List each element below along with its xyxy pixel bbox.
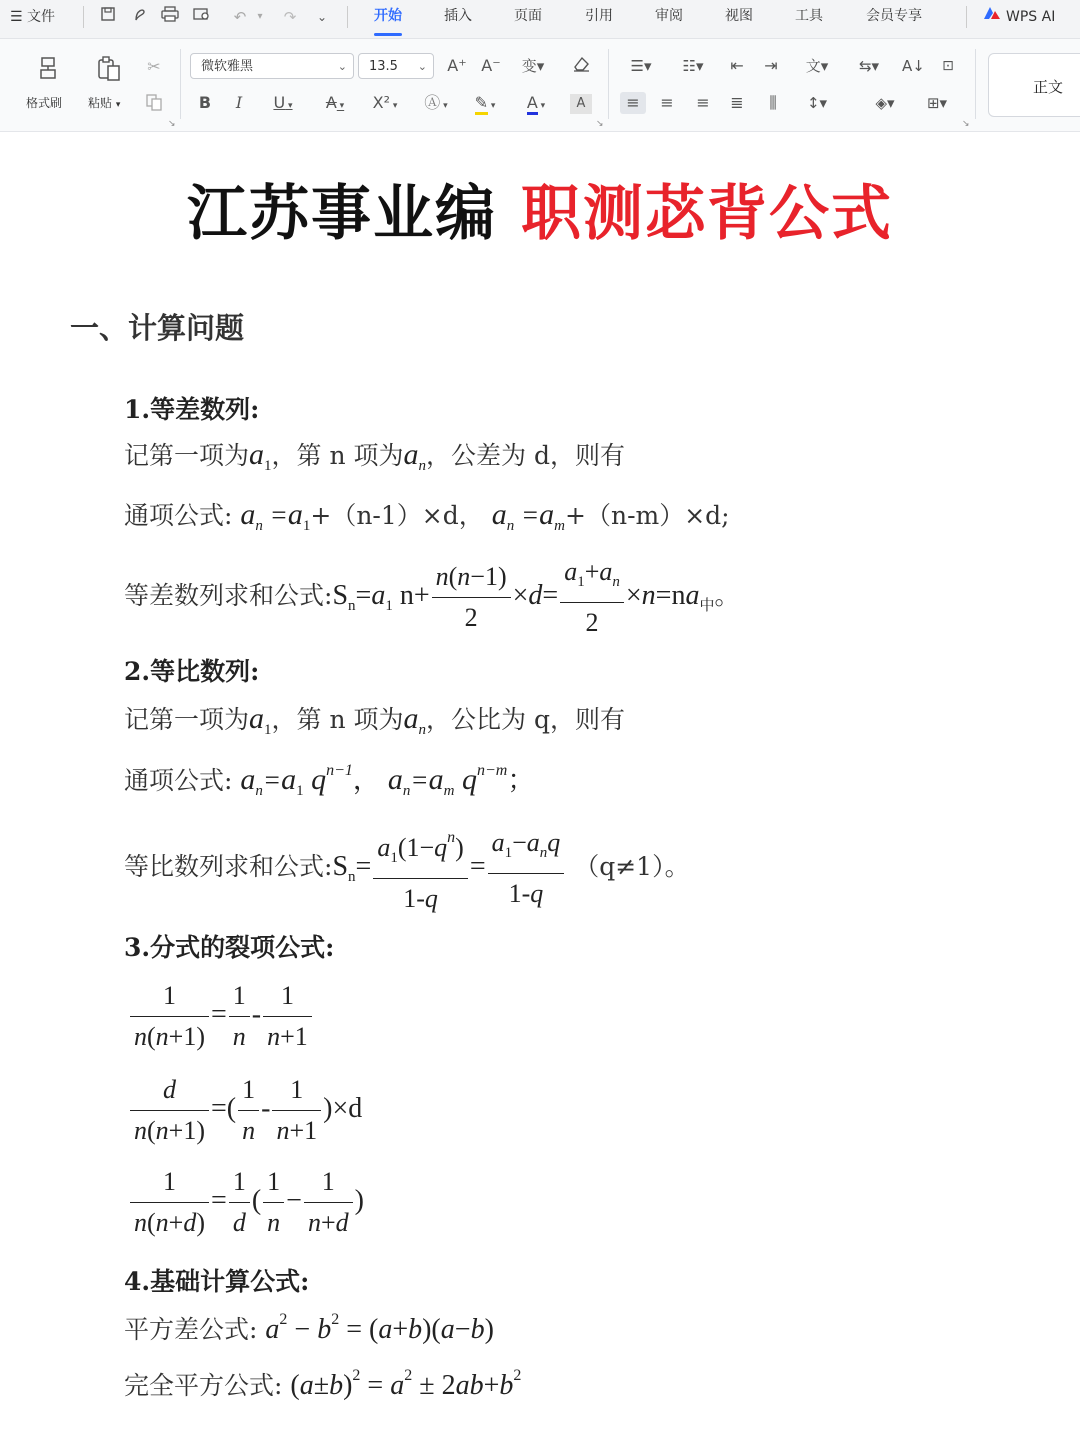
chevron-down-icon: ▾: [440, 101, 448, 111]
document-title: [0, 176, 1080, 252]
split-formula-2: $\frac{d}{n(n+1)}$ =( $\frac{1}{n}$ - $\frac{1}{n+1}$ )×d: [128, 1070, 362, 1151]
perfect-square-line: [124, 1366, 521, 1402]
chevron-down-icon: ▾: [336, 101, 345, 111]
section-heading: 一、计算问题: [70, 311, 245, 345]
highlight-button[interactable]: [466, 92, 504, 117]
label: 通项公式:: [124, 766, 233, 795]
file-menu-label: 文件: [27, 9, 56, 25]
arith-sum-line: [124, 552, 740, 643]
align-center-button[interactable]: ≡: [660, 93, 674, 112]
bullet-list-icon[interactable]: ☰▾: [630, 57, 652, 75]
formula: $a^2 - b^2 = (a+b)(a-b)$: [265, 1311, 494, 1345]
font-size-value: 13.5: [369, 59, 398, 74]
char-shading-button[interactable]: A: [570, 94, 592, 114]
label: 完全平方公式:: [124, 1371, 283, 1400]
align-right-button[interactable]: ≡: [696, 93, 710, 112]
font-size-select[interactable]: [358, 53, 434, 79]
label: 平方差公式:: [124, 1315, 258, 1344]
subsection-heading-3: 3.分式的裂项公式:: [124, 933, 335, 962]
text-direction-icon[interactable]: ⇆▾: [858, 57, 880, 75]
sort-icon[interactable]: A↓: [902, 57, 925, 75]
formula: $a_n =a_1$: [240, 498, 311, 534]
chevron-down-icon: ⌄: [417, 60, 427, 73]
subsection-heading-4: 4.基础计算公式:: [124, 1267, 310, 1296]
title-black-text: 江苏事业编: [187, 179, 497, 249]
superscript-button[interactable]: [366, 92, 404, 117]
save-icon[interactable]: [96, 5, 120, 29]
tab-insert[interactable]: 插入: [444, 8, 472, 24]
paste-text: 粘贴: [88, 96, 113, 110]
split-formula-1: $\frac{1}{n(n+1)}$ = $\frac{1}{n}$ - $\frac{1}{n+1}$: [128, 976, 314, 1057]
text: ，公比为 q，则有: [426, 705, 625, 734]
formula: $a_n =a_m$: [491, 498, 566, 534]
tab-home[interactable]: 开始: [374, 0, 402, 36]
text-effect-button[interactable]: [418, 92, 454, 117]
file-menu[interactable]: [10, 0, 55, 38]
condition-note: （q≠1）。: [574, 851, 690, 881]
text: ，第 n 项为: [271, 441, 404, 470]
formula: $S_n=a_1$ n+ $\frac{n(n-1)}{2}$ ×d= $\frac{a_1+a_n}{2}$ $\times n=na_中$: [332, 580, 714, 611]
underline-button[interactable]: [266, 92, 300, 117]
formula: $a_1$: [249, 438, 272, 474]
formula: $a_n$: [403, 438, 427, 474]
strikethrough-label: A: [325, 93, 337, 112]
divider: [966, 6, 967, 28]
dialog-launcher-icon[interactable]: ↘: [596, 119, 604, 129]
arith-general-term-line: [124, 496, 730, 535]
line-spacing-icon[interactable]: ↕▾: [806, 94, 828, 112]
export-pdf-icon[interactable]: [128, 5, 152, 29]
text: 记第一项为: [124, 705, 250, 734]
more-icon[interactable]: ⌄: [316, 10, 328, 24]
underline-label: U: [273, 93, 286, 112]
distribute-button[interactable]: ⫼: [769, 93, 777, 112]
chevron-down-icon: ▾: [389, 101, 398, 111]
split-formula-3: $\frac{1}{n(n+d)}$ = $\frac{1}{d}$ ( $\frac{1}{n}$ − $\frac{1}{n+d}$ ): [128, 1162, 364, 1243]
undo-dropdown-icon[interactable]: ▾: [257, 11, 263, 22]
text-effect-icon: Ⓐ: [424, 93, 441, 112]
align-left-button[interactable]: ≡: [620, 92, 646, 114]
text: ，第 n 项为: [271, 705, 404, 734]
period: 。: [714, 580, 740, 610]
print-icon[interactable]: [158, 5, 182, 29]
font-color-button[interactable]: [518, 92, 554, 117]
phonetic-guide-icon[interactable]: 变▾: [521, 57, 545, 75]
ribbon-toolbar: [0, 39, 1080, 132]
grow-font-icon[interactable]: A⁺: [447, 56, 467, 75]
paste-label[interactable]: [88, 94, 120, 111]
text: +（n-m）×d;: [565, 501, 730, 530]
formula: $a_n$: [403, 702, 427, 738]
geo-general-term-line: 通项公式: $a_n=a_1$ $q^{n-1}$， $a_n=a_m$ $q^{n-m}$；: [124, 762, 535, 799]
copy-icon[interactable]: [142, 93, 166, 117]
justify-button[interactable]: ≣: [730, 93, 744, 112]
increase-indent-icon[interactable]: ⇥: [764, 56, 778, 75]
format-painter-icon[interactable]: [34, 55, 62, 87]
wps-ai-button[interactable]: [982, 0, 1055, 38]
bold-button[interactable]: B: [198, 93, 212, 112]
undo-icon[interactable]: ↶: [233, 8, 247, 26]
border-icon[interactable]: ⊞▾: [926, 94, 948, 112]
subsection-heading-2: 2.等比数列:: [124, 657, 260, 686]
superscript-label: X²: [372, 93, 390, 112]
title-red-text: 职测苾背公式: [521, 179, 893, 249]
tab-review[interactable]: 审阅: [655, 8, 683, 24]
highlighter-icon: ✎: [475, 93, 488, 115]
decrease-indent-icon[interactable]: ⇤: [730, 56, 744, 75]
text: 记第一项为: [124, 441, 250, 470]
chevron-down-icon: ▾: [488, 101, 496, 111]
paste-icon[interactable]: [94, 55, 124, 89]
chevron-down-icon: ▾: [115, 100, 121, 110]
wps-ai-label: WPS AI: [1006, 9, 1056, 25]
label: 等差数列求和公式:: [124, 580, 333, 610]
formula: $(a\pm b)^2 = a^2 \pm 2ab+b^2$: [290, 1367, 522, 1401]
font-name-value: 微软雅黑: [201, 59, 254, 74]
shading-icon[interactable]: ◈▾: [875, 94, 895, 112]
shrink-font-icon[interactable]: A⁻: [481, 56, 501, 75]
divider: [975, 49, 976, 119]
geo-sum-line: [124, 818, 690, 919]
chevron-down-icon: ⌄: [337, 60, 347, 73]
label: 等比数列求和公式:: [124, 851, 333, 881]
wps-ai-icon: [982, 0, 1002, 34]
divider: [180, 49, 181, 119]
clear-format-icon[interactable]: [568, 55, 594, 79]
chevron-down-icon: ▾: [285, 101, 293, 111]
arith-definition-line: [124, 436, 625, 475]
dialog-launcher-icon[interactable]: ↘: [168, 119, 176, 129]
style-normal-label: 正文: [1033, 78, 1064, 96]
label: 通项公式:: [124, 501, 233, 530]
text: +（n-1）×d，: [310, 501, 484, 530]
style-normal-button[interactable]: [988, 53, 1080, 117]
formula: $a_n=a_1$ $q^{n-1}$: [240, 762, 353, 799]
strikethrough-button[interactable]: [318, 92, 352, 117]
numbered-list-icon[interactable]: ☷▾: [682, 57, 704, 75]
chevron-down-icon: ▾: [537, 101, 546, 111]
tab-member[interactable]: 会员专享: [866, 8, 922, 24]
tab-references[interactable]: 引用: [585, 8, 613, 24]
chinese-layout-icon[interactable]: 文▾: [805, 57, 829, 75]
formula: $S_n=$ $\frac{a_1(1-q^n)}{1-q}$ = $\frac{a_1-a_nq}{1-q}$: [332, 851, 566, 882]
tab-page[interactable]: 页面: [514, 8, 542, 24]
italic-button[interactable]: I: [235, 93, 243, 112]
divider: [608, 49, 609, 119]
print-preview-icon[interactable]: [190, 5, 214, 29]
sub-zhong: 中: [699, 597, 715, 614]
font-name-select[interactable]: [190, 53, 354, 79]
format-painter-label[interactable]: 格式刷: [26, 96, 63, 110]
redo-icon[interactable]: ↷: [283, 8, 297, 26]
formula: $a_1$: [249, 702, 272, 738]
tab-view[interactable]: 视图: [725, 8, 753, 24]
divider: [347, 6, 348, 28]
difference-of-squares-line: [124, 1310, 494, 1346]
text: ，公差为 d，则有: [426, 441, 625, 470]
menu-bar: [0, 0, 1080, 39]
tab-tools[interactable]: 工具: [795, 8, 823, 24]
formula: $a_n=a_m$ $q^{n-m}$: [387, 762, 508, 799]
dialog-launcher-icon[interactable]: ↘: [962, 119, 970, 129]
show-marks-icon[interactable]: ⊡: [942, 58, 954, 74]
divider: [83, 6, 84, 28]
geo-definition-line: [124, 700, 625, 739]
subsection-heading-1: 1.等差数列:: [124, 395, 260, 424]
font-color-icon: A: [527, 93, 538, 115]
hamburger-icon: ☰: [10, 9, 23, 25]
cut-icon[interactable]: ✂: [147, 57, 161, 76]
